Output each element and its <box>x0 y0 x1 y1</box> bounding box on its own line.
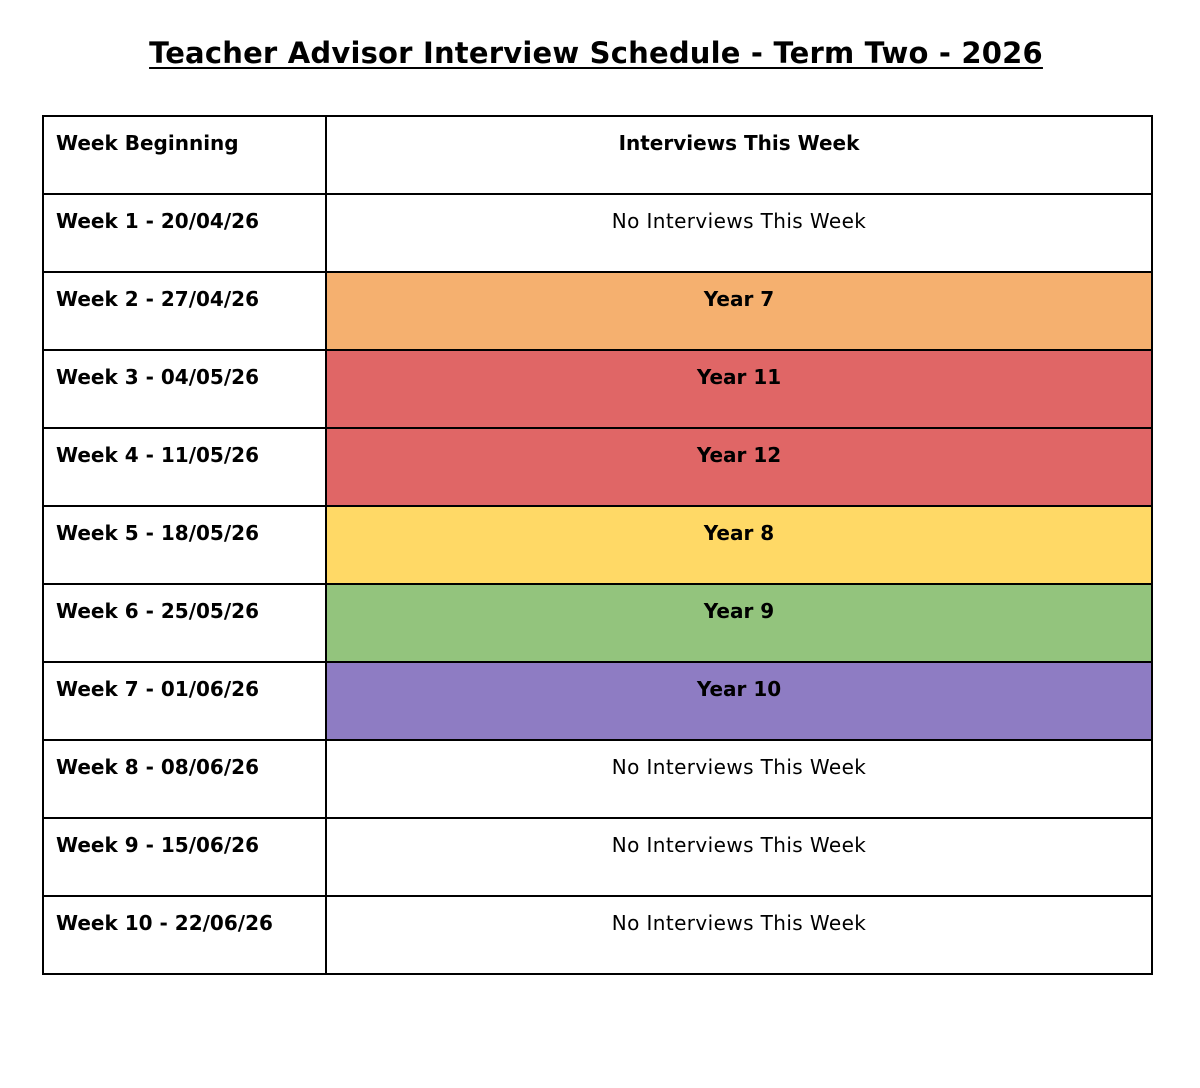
table-header-row <box>43 116 1152 194</box>
week-cell: Week 2 - 27/04/26 <box>43 272 326 350</box>
interview-cell: Year 10 <box>326 662 1152 740</box>
interview-cell: No Interviews This Week <box>326 896 1152 974</box>
interview-cell: No Interviews This Week <box>326 194 1152 272</box>
table-row <box>43 818 1152 896</box>
table-row <box>43 896 1152 974</box>
interview-cell: Year 7 <box>326 272 1152 350</box>
table-row <box>43 584 1152 662</box>
week-cell: Week 10 - 22/06/26 <box>43 896 326 974</box>
week-cell: Week 6 - 25/05/26 <box>43 584 326 662</box>
header-week-beginning: Week Beginning <box>43 116 326 194</box>
document-title: Teacher Advisor Interview Schedule - Term Two - 2026 <box>149 36 1043 70</box>
week-cell: Week 1 - 20/04/26 <box>43 194 326 272</box>
table-row <box>43 428 1152 506</box>
week-cell: Week 7 - 01/06/26 <box>43 662 326 740</box>
interview-cell: No Interviews This Week <box>326 740 1152 818</box>
interview-cell: Year 8 <box>326 506 1152 584</box>
interview-cell: Year 11 <box>326 350 1152 428</box>
week-cell: Week 3 - 04/05/26 <box>43 350 326 428</box>
table-row <box>43 506 1152 584</box>
week-cell: Week 5 - 18/05/26 <box>43 506 326 584</box>
week-cell: Week 4 - 11/05/26 <box>43 428 326 506</box>
week-cell: Week 8 - 08/06/26 <box>43 740 326 818</box>
interview-cell: Year 9 <box>326 584 1152 662</box>
interview-cell: Year 12 <box>326 428 1152 506</box>
table-row <box>43 272 1152 350</box>
table-row <box>43 662 1152 740</box>
table-row <box>43 194 1152 272</box>
interview-cell: No Interviews This Week <box>326 818 1152 896</box>
header-interviews-this-week: Interviews This Week <box>326 116 1152 194</box>
schedule-table <box>42 115 1153 975</box>
table-row <box>43 350 1152 428</box>
table-row <box>43 740 1152 818</box>
week-cell: Week 9 - 15/06/26 <box>43 818 326 896</box>
